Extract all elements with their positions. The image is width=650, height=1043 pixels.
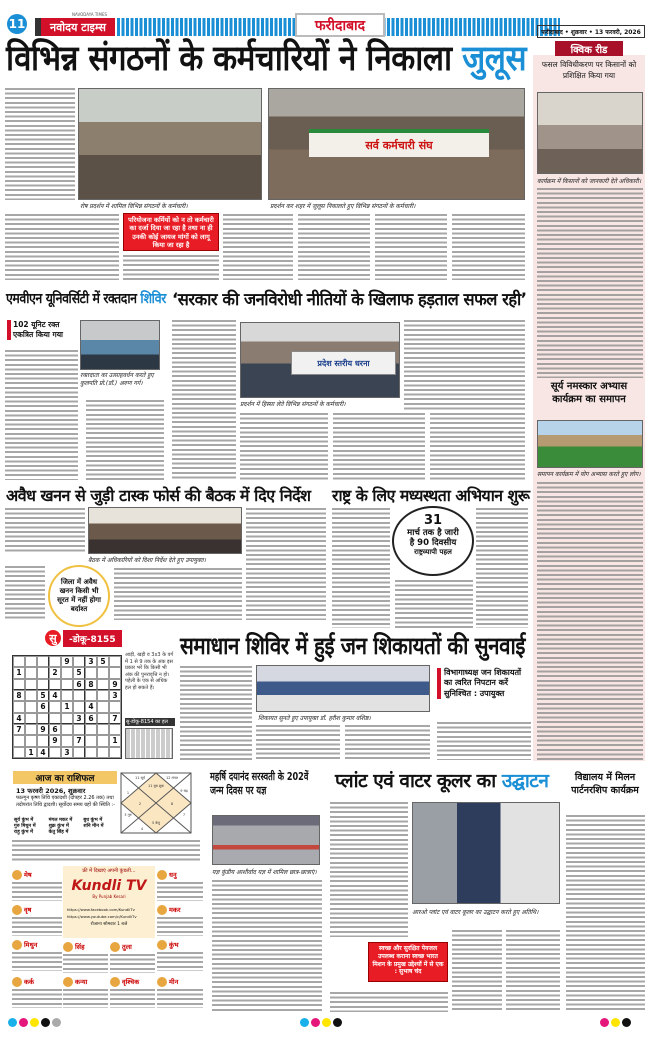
zodiac-text <box>63 989 108 1005</box>
blood-photo <box>80 320 160 370</box>
milan-headline: विद्यालय में मिलन पार्टनरशिप कार्यक्रम <box>571 772 639 796</box>
samadhan-body-4 <box>437 722 531 760</box>
cooler-photo <box>412 802 560 904</box>
lead-body <box>5 88 75 200</box>
lead-headline-text: विभिन्न संगठनों के कर्मचारियों ने निकाला <box>6 39 452 79</box>
sudoku-cell <box>85 690 97 701</box>
zodiac-icon <box>12 940 22 950</box>
chart-house-label: 12 मंगल <box>165 776 179 780</box>
registration-dot <box>311 1018 320 1027</box>
cooler-body <box>330 802 408 937</box>
strike-caption: प्रदर्शन में हिस्सा लेते विभिन्न संगठनों के कर्मचारी। <box>240 401 346 408</box>
sudoku-cell: 6 <box>85 713 97 724</box>
zodiac-name: मेष <box>24 871 32 879</box>
sudoku-cell: 9 <box>49 735 61 746</box>
sudoku-cell <box>25 713 37 724</box>
zodiac-icon <box>12 977 22 987</box>
mediation-headline: राष्ट्र के लिए मध्यस्थता अभियान शुरू <box>332 486 530 505</box>
blood-headline-accent: शिविर <box>140 291 166 307</box>
strike-body-3 <box>240 413 328 480</box>
sudoku-cell: 1 <box>109 735 121 746</box>
zodiac-text <box>157 882 203 898</box>
sudoku-cell <box>61 735 73 746</box>
zodiac-icon <box>157 870 167 880</box>
registration-dot <box>52 1018 61 1027</box>
sudoku-cell <box>97 701 109 712</box>
blood-body-2 <box>86 400 164 480</box>
mining-body <box>5 508 85 553</box>
milan-body <box>566 815 645 1012</box>
sudoku-cell <box>109 701 121 712</box>
zodiac-text <box>12 989 62 1005</box>
planet-position: गुरु मिथुन में <box>14 824 36 830</box>
sudoku-title-su: सु <box>45 630 61 646</box>
planet-position: केतु सिंह में <box>48 830 69 836</box>
zodiac-name: सिंह <box>75 943 85 951</box>
sudoku-cell <box>49 747 61 758</box>
sudoku-cell <box>73 747 85 758</box>
quick-read-caption: कार्यक्रम में किसानों को जानकारी देते अधिकारी। <box>537 178 642 185</box>
chart-house-label: 5 केतु <box>151 821 161 825</box>
zodiac-name: कन्या <box>75 978 88 986</box>
callout-line-4: राष्ट्रव्यापी पहल <box>414 548 452 557</box>
lead-caption-2: प्रदर्शन कर शहर में जुलूस निकालते हुए विभिन्न संगठनों के कर्मचारी। <box>270 203 416 210</box>
sudoku-title <box>45 630 122 646</box>
sudoku-cell <box>73 656 85 667</box>
chart-house-label: 11 सूर्य <box>135 776 145 780</box>
sudoku-cell <box>85 747 97 758</box>
sudoku-cell <box>61 667 73 678</box>
cooler-headline-text: प्लांट एवं वाटर कूलर का <box>335 770 496 792</box>
lead-photo-2 <box>268 88 525 200</box>
cooler-headline-accent: उद्घाटन <box>501 770 549 792</box>
dayanand-headline: महर्षि दयानंद सरस्वती के 202वें जन्म दिवस पर यज्ञ <box>210 770 309 798</box>
mining-photo <box>88 507 242 554</box>
sudoku-cell <box>109 747 121 758</box>
cooler-caption: आरओ प्लांट एवं वाटर कूलर का उद्घाटन करते हुए अतिथि। <box>412 909 539 916</box>
dayanand-caption: यज्ञ कुंडीय आशीर्वाद यज्ञ में शामिल छात्र-छात्राएं। <box>212 869 317 876</box>
sudoku-cell: 4 <box>37 747 49 758</box>
zodiac-name: धनु <box>169 871 177 879</box>
sudoku-cell <box>61 713 73 724</box>
chart-house-label: 2 <box>138 802 142 806</box>
sudoku-cell <box>73 701 85 712</box>
sudoku-cell <box>13 701 25 712</box>
samadhan-body-2 <box>256 725 340 760</box>
zodiac-icon <box>110 977 120 987</box>
zodiac-text <box>157 989 203 1005</box>
lead-body-4 <box>223 214 293 280</box>
planet-position: शनि मीन में <box>83 824 104 830</box>
kundli-tagline: फ्री में दिखाएं अपनी कुंडली... <box>82 868 136 874</box>
sudoku-cell: 5 <box>73 667 85 678</box>
sudoku-cell: 8 <box>13 690 25 701</box>
planet-positions <box>14 818 118 837</box>
sudoku-cell <box>25 735 37 746</box>
blood-caption: रक्तदाता का उत्साहवर्धन करते हुए कुलपति प्रो.(डॉ.) अरुण गर्ग। <box>80 372 154 387</box>
samadhan-sidehead: विभागाध्यक्ष जन शिकायतों का त्वरित निपटान करें सुनिश्चित : उपायुक्त <box>437 668 531 699</box>
zodiac-name: मकर <box>169 906 181 914</box>
registration-dot <box>30 1018 39 1027</box>
strike-body-4 <box>333 413 425 480</box>
blood-headline <box>6 292 166 306</box>
planet-position: शुक्र कुंभ में <box>48 824 69 830</box>
zodiac-cell <box>12 938 62 971</box>
sudoku-cell: 4 <box>85 701 97 712</box>
sudoku-cell <box>61 679 73 690</box>
sudoku-cell <box>13 656 25 667</box>
dateline: फरीदाबाद • शुक्रवार • 13 फरवरी, 2026 <box>537 25 645 38</box>
strike-body-2 <box>404 320 525 410</box>
zodiac-name: वृष <box>24 906 32 914</box>
chart-house-label: 7 <box>182 813 186 817</box>
blood-subhead: 102 यूनिट रक्त एकत्रित किया गया <box>7 320 77 340</box>
mining-headline: अवैध खनन से जुड़ी टास्क फोर्स की बैठक में दिए निर्देश <box>6 486 311 505</box>
sudoku-cell: 7 <box>109 713 121 724</box>
cooler-body-2 <box>330 992 448 1012</box>
masthead-logo: नवोदय टाइम्स <box>35 18 115 36</box>
sudoku-cell <box>25 724 37 735</box>
sudoku-grid <box>12 655 122 759</box>
sudoku-cell: 4 <box>13 713 25 724</box>
sudoku-cell <box>85 667 97 678</box>
zodiac-icon <box>157 940 167 950</box>
zodiac-icon <box>63 942 73 952</box>
sudoku-cell: 4 <box>49 690 61 701</box>
quick-read-body <box>537 188 643 378</box>
zodiac-name: कुंभ <box>169 941 179 949</box>
rashifal-title: आज का राशिफल <box>13 771 117 784</box>
zodiac-name: कर्क <box>24 978 34 986</box>
samadhan-body <box>180 666 252 760</box>
strike-body <box>172 320 236 480</box>
sudoku-cell: 3 <box>61 747 73 758</box>
callout-number: 31 <box>423 513 443 528</box>
zodiac-cell <box>157 975 203 1008</box>
sudoku-cell: 7 <box>13 724 25 735</box>
zodiac-icon <box>12 905 22 915</box>
sudoku-cell: 1 <box>13 667 25 678</box>
rashifal-panchang <box>12 840 200 862</box>
sudoku-cell: 1 <box>25 747 37 758</box>
lead-photo-1 <box>78 88 262 200</box>
dayanand-body <box>212 880 322 1012</box>
sudoku-cell <box>49 713 61 724</box>
sudoku-cell <box>73 724 85 735</box>
sudoku-cell: 7 <box>73 735 85 746</box>
quick-read-headline: फसल विविधीकरण पर किसानों को प्रशिक्षित किया गया <box>541 60 637 80</box>
sudoku-cell <box>37 667 49 678</box>
registration-dot <box>611 1018 620 1027</box>
kundli-logo: Kundli TV <box>71 878 147 894</box>
zodiac-cell <box>157 903 203 936</box>
sudoku-cell <box>109 667 121 678</box>
lead-caption-1: रोष प्रदर्शन में शामिल विभिन्न संगठनों के कर्मचारी। <box>80 203 188 210</box>
planet-position: सूर्य कुंभ में <box>14 818 34 823</box>
lead-body-3 <box>123 255 219 280</box>
strike-photo-banner: प्रदेश स्तरीय धरना <box>291 351 396 375</box>
sudoku-cell <box>37 735 49 746</box>
surya-caption: समापन कार्यक्रम में योग अभ्यास करते हुए लोग। <box>537 471 641 478</box>
sudoku-cell <box>49 679 61 690</box>
registration-dot <box>8 1018 17 1027</box>
sudoku-cell <box>49 656 61 667</box>
mining-caption: बैठक में अधिकारियों को दिशा निर्देश देते हुए उपायुक्त। <box>88 557 206 564</box>
dayanand-photo <box>212 815 320 865</box>
zodiac-text <box>157 952 203 968</box>
sudoku-cell: 9 <box>109 679 121 690</box>
zodiac-cell <box>12 975 62 1008</box>
sudoku-cell: 2 <box>49 667 61 678</box>
kundli-by: By Punjab Kesari <box>92 894 126 899</box>
sudoku-solution-grid <box>125 728 173 759</box>
surya-headline: सूर्य नमस्कार अभ्यास कार्यक्रम का समापन <box>550 381 628 405</box>
zodiac-icon <box>63 977 73 987</box>
rashifal-date: 13 फरवरी 2026, शुक्रवार <box>16 787 86 795</box>
zodiac-text <box>12 882 62 898</box>
planet-position: बुध कुंभ में <box>83 818 103 823</box>
city-tab: फरीदाबाद <box>295 13 385 37</box>
lead-body-6 <box>375 214 447 280</box>
sudoku-cell: 5 <box>97 656 109 667</box>
zodiac-cell <box>12 868 62 901</box>
strike-headline: ‘सरकार की जनविरोधी नीतियों के खिलाफ हड़ताल सफल रही’ <box>172 290 527 310</box>
mediation-body <box>332 508 390 628</box>
sudoku-cell <box>25 679 37 690</box>
kundli-schedule: रोजाना सोमवार 1 बजे <box>90 922 128 927</box>
chart-house-label: 3 गुरु <box>124 813 132 817</box>
sudoku-cell: 5 <box>37 690 49 701</box>
sudoku-cell <box>109 724 121 735</box>
zodiac-cell <box>157 938 203 971</box>
lead-headline <box>6 39 527 79</box>
blood-body <box>5 350 78 480</box>
sudoku-cell <box>37 656 49 667</box>
zodiac-text <box>63 954 108 970</box>
sudoku-cell <box>85 735 97 746</box>
sudoku-cell <box>49 701 61 712</box>
zodiac-text <box>12 917 62 933</box>
sudoku-cell <box>25 656 37 667</box>
zodiac-name: तुला <box>122 943 132 951</box>
zodiac-text <box>12 952 62 968</box>
kundli-chart <box>120 772 192 834</box>
zodiac-text <box>157 917 203 933</box>
planet-position: मंगल मकर में <box>48 818 73 823</box>
registration-dot <box>300 1018 309 1027</box>
kundli-facebook-link[interactable]: https://www.facebook.com/KundliTv <box>67 907 135 912</box>
sudoku-cell: 9 <box>61 656 73 667</box>
kundli-youtube-link[interactable]: https://www.youtube.com/c/KundliTv <box>67 914 137 919</box>
zodiac-name: मिथुन <box>24 941 38 949</box>
sudoku-cell <box>97 679 109 690</box>
mining-body-2 <box>246 508 326 620</box>
sudoku-cell <box>97 667 109 678</box>
zodiac-text <box>110 989 155 1005</box>
sudoku-cell: 6 <box>49 724 61 735</box>
lead-body-7 <box>452 214 525 280</box>
zodiac-cell <box>12 903 62 936</box>
lead-headline-accent: जुलूस <box>462 39 527 79</box>
registration-dot <box>333 1018 342 1027</box>
mediation-body-3 <box>395 580 473 628</box>
chart-house-label: 1 <box>126 791 130 795</box>
sudoku-title-rest: -डोकू-8155 <box>63 630 122 647</box>
mining-callout: जिला में अवैध खनन किसी भी सूरत में नहीं होगा बर्दाश्त <box>48 565 110 627</box>
sudoku-cell <box>25 701 37 712</box>
registration-dot <box>41 1018 50 1027</box>
mining-body-3 <box>5 566 45 620</box>
zodiac-name: वृश्चिक <box>122 978 140 986</box>
mining-body-4 <box>114 568 242 620</box>
cooler-quote-box: स्वच्छ और सुरक्षित पेयजल उपलब्ध कराना स्वच्छ भारत मिशन के प्रमुख उद्देश्यों में से एक : सुभाष चंद <box>368 942 448 982</box>
cooler-body-3 <box>452 930 502 1012</box>
callout-line-3: है 90 दिवसीय <box>409 537 457 548</box>
sudoku-cell <box>97 724 109 735</box>
surya-photo <box>537 420 643 468</box>
sudoku-cell <box>97 713 109 724</box>
sudoku-solution-title: सु-डोकू-8154 का हल <box>125 718 175 726</box>
chart-house-label: 4 <box>140 827 144 831</box>
zodiac-cell <box>110 975 155 1008</box>
kundli-ad <box>63 866 155 938</box>
sudoku-cell: 3 <box>73 713 85 724</box>
blood-headline-text: एमवीएन यूनिवर्सिटी में रक्तदान <box>6 291 137 307</box>
lead-body-5 <box>298 214 370 280</box>
strike-photo <box>240 322 400 398</box>
lead-photo-banner: सर्व कर्मचारी संघ <box>309 129 489 157</box>
zodiac-icon <box>12 870 22 880</box>
sudoku-cell <box>97 690 109 701</box>
chart-house-label: 9 चंद्र <box>180 789 188 793</box>
chart-house-label: 8 <box>170 802 174 806</box>
samadhan-caption: शिकायत सुनते हुए उपायुक्त डॉ. हरीश कुमार वशिष्ठ। <box>258 715 371 722</box>
cooler-body-4 <box>506 930 560 1012</box>
sudoku-cell: 1 <box>61 701 73 712</box>
mediation-callout <box>392 506 474 576</box>
sudoku-cell <box>37 713 49 724</box>
sudoku-cell: 6 <box>37 701 49 712</box>
zodiac-text <box>110 954 155 970</box>
registration-dot <box>19 1018 28 1027</box>
lead-quote-box: परियोजना कर्मियों को न तो कर्मचारी का दर्जा दिया जा रहा है तथा ना ही उनकी कोई जायज मांगों को लागू किया जा रहा है <box>123 213 219 251</box>
sudoku-cell <box>13 747 25 758</box>
zodiac-cell <box>110 940 155 973</box>
quick-read-photo <box>537 92 643 174</box>
sudoku-cell <box>61 724 73 735</box>
sudoku-cell: 6 <box>73 679 85 690</box>
registration-dot <box>622 1018 631 1027</box>
sudoku-cell <box>85 724 97 735</box>
quick-read-label: क्विक रीड <box>555 41 623 56</box>
zodiac-icon <box>110 942 120 952</box>
registration-dot <box>600 1018 609 1027</box>
sudoku-cell <box>97 747 109 758</box>
sudoku-instructions: आड़ी, खड़ी व 3x3 के वर्ग में 1 से 9 तक के अंक इस प्रकार भरें कि किसी भी अंक की पुनरावृत्ति न हो। पहेली के एक से अधिक हल हो सकते हैं। <box>125 652 174 691</box>
samadhan-body-3 <box>345 725 430 760</box>
sudoku-cell <box>61 690 73 701</box>
planet-position: राहु कुंभ में <box>14 830 34 836</box>
registration-dot <box>322 1018 331 1027</box>
zodiac-cell <box>63 975 108 1008</box>
sudoku-cell: 8 <box>85 679 97 690</box>
sudoku-cell <box>13 735 25 746</box>
zodiac-icon <box>157 905 167 915</box>
rashifal-tithi: फाल्गुन कृष्ण तिथि एकादशी (दोपहर 2.26 तक) तथा तदोपरांत तिथि द्वादशी। सूर्योदय समय ग्रहों की स्थिति :- <box>16 795 115 808</box>
page-number: 11 <box>7 14 27 34</box>
callout-line-2: मार्च तक है जारी <box>407 527 459 538</box>
zodiac-icon <box>157 977 167 987</box>
samadhan-headline: समाधान शिविर में हुई जन शिकायतों की सुनवाई <box>180 632 526 660</box>
surya-body <box>537 482 643 760</box>
sudoku-cell: 9 <box>37 724 49 735</box>
zodiac-cell <box>63 940 108 973</box>
chart-house-label: 11 बुध शुक्र <box>148 784 164 788</box>
sudoku-cell <box>13 679 25 690</box>
sudoku-cell <box>25 667 37 678</box>
samadhan-photo <box>256 665 430 712</box>
sudoku-cell <box>109 656 121 667</box>
lead-body-2 <box>5 214 119 280</box>
sudoku-cell <box>73 690 85 701</box>
mediation-body-2 <box>476 508 528 628</box>
sudoku-cell <box>25 690 37 701</box>
sudoku-cell <box>37 679 49 690</box>
sudoku-cell: 3 <box>109 690 121 701</box>
zodiac-name: मीन <box>169 978 179 986</box>
strike-body-5 <box>430 413 525 480</box>
cooler-headline <box>335 772 548 791</box>
logo-small: NAVODAYA TIMES <box>72 12 108 17</box>
sudoku-cell: 3 <box>85 656 97 667</box>
sudoku-cell <box>97 735 109 746</box>
zodiac-cell <box>157 868 203 901</box>
